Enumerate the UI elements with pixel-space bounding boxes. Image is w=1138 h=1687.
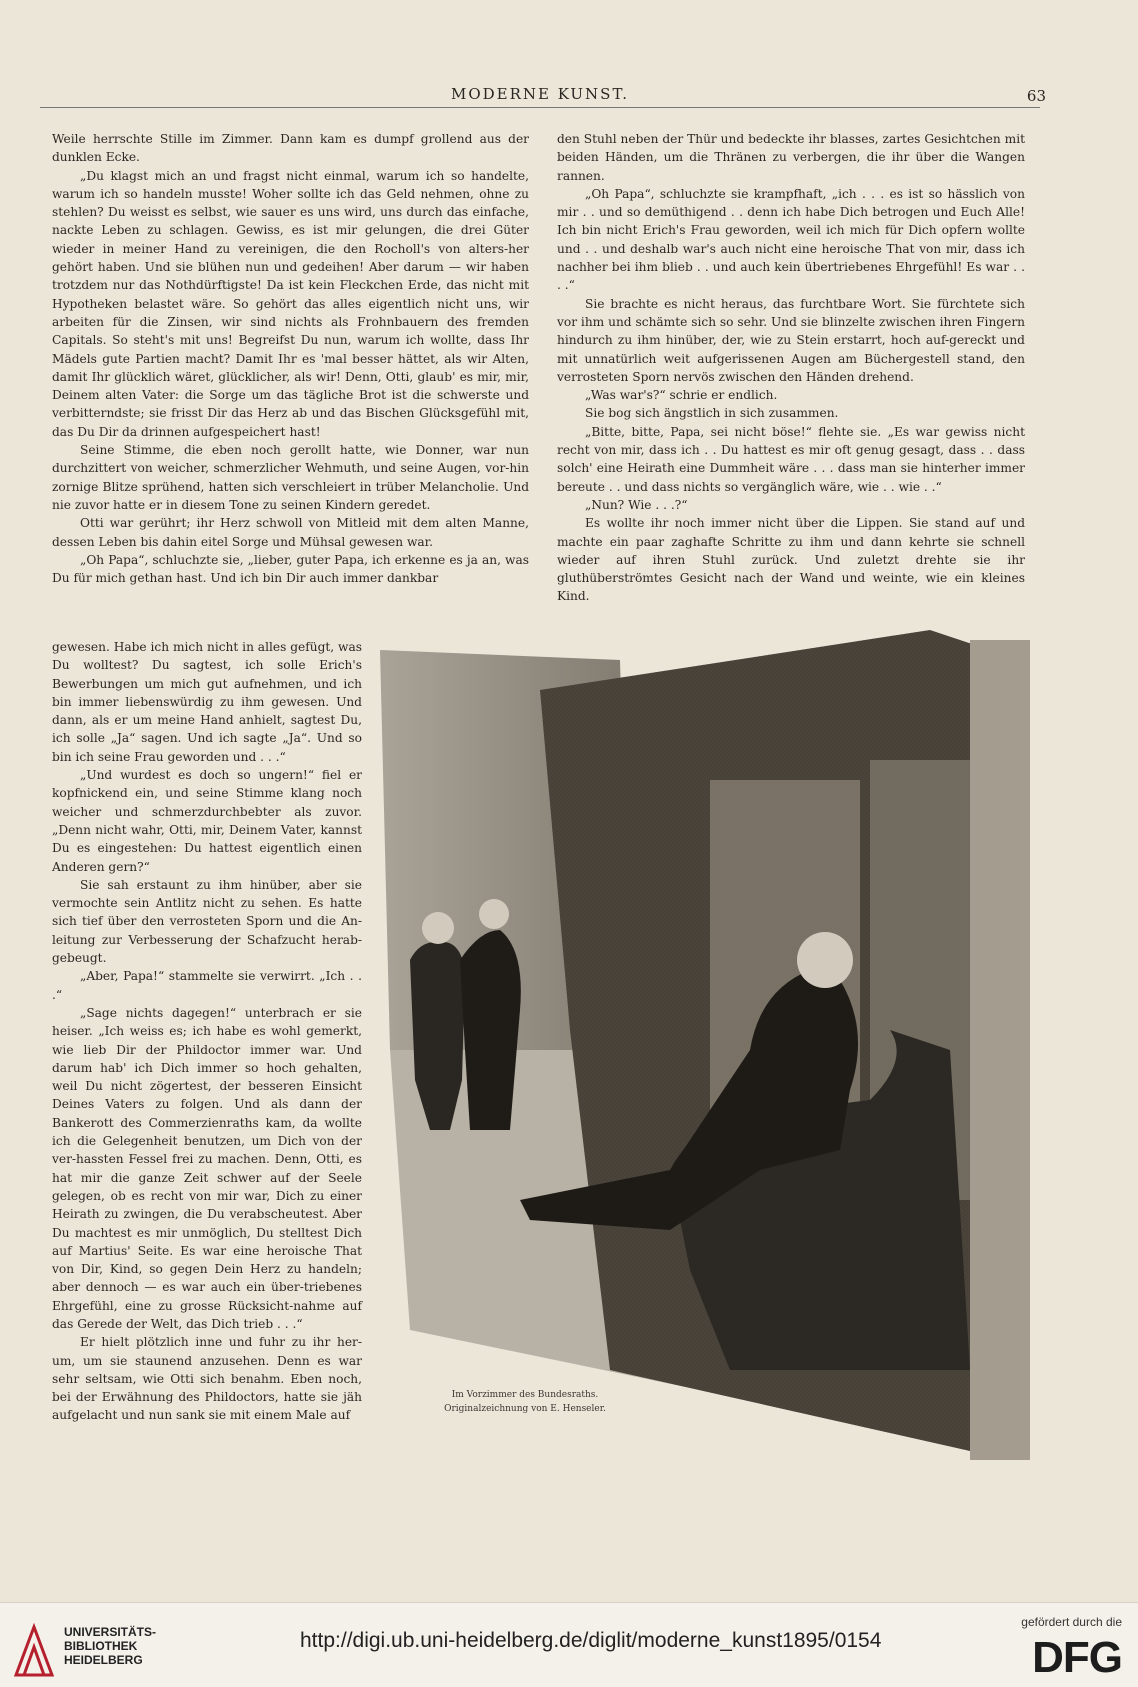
caption-credit: Originalzeichnung von E. Henseler.: [444, 1404, 606, 1414]
page-number: 63: [1026, 87, 1046, 105]
university-library-logo-icon: [12, 1623, 56, 1679]
library-name: [64, 1625, 156, 1667]
left-column-top: [52, 130, 529, 587]
standing-man-right: [460, 930, 521, 1130]
paragraph: „Nun? Wie . . .?“: [585, 497, 688, 512]
running-header: [40, 85, 1046, 108]
left-column-bottom: [52, 638, 362, 1425]
pilaster: [970, 640, 1030, 1460]
paragraph: „Und wurdest es doch so ungern!“ fiel er kopfnickend ein, und seine Stimme klang noch weicher und schmerzdurchbebter als zuvor. „Denn nicht wahr, Otti, mir, Deinem Vater, kannst Du es eingestehen: Du hattest eigentlich einen Anderen gern?“: [52, 768, 362, 874]
paragraph: Sie sah erstaunt zu ihm hinüber, aber sie vermochte sein Antlitz nicht zu sehen. Es hatte sich tief über den verrosteten Sporn und die An-leitung zur Verbesserung der Schafzucht herab-gebeugt.: [52, 877, 362, 966]
paragraph: Sie brachte es nicht heraus, das furchtbare Wort. Sie fürchtete sich vor ihm und schämte sich so sehr. Und sie blinzelte zwischen ihren Fingern hindurch zu ihm hinüber, der, wie zu Stein erstarrt, hoch auf-gereckt und mit unnatürlich weit aufgerissenen Augen am Büchergestell stand, den verrosteten Sporn nervös zwischen den Händen drehend.: [557, 296, 1025, 384]
permalink-url[interactable]: http://digi.ub.uni-heidelberg.de/diglit/moderne_kunst1895/0154: [300, 1629, 882, 1652]
paragraph: Sie bog sich ängstlich in sich zusammen.: [585, 406, 839, 421]
seated-man-head: [797, 932, 853, 988]
paragraph: Otti war gerührt; ihr Herz schwoll von Mitleid mit dem alten Manne, dessen Leben bis dahin eitel Sorge und Mühsal gewesen war.: [52, 516, 529, 549]
caption-title: Im Vorzimmer des Bundesraths.: [451, 1390, 599, 1400]
paragraph: Es wollte ihr noch immer nicht über die Lippen. Sie stand auf und machte ein paar zaghafte Schritte zu ihm und dann kehrte sie schnell wieder auf ihren Stuhl zurück. Und zuletzt drehte sie ihr gluthüberströmtes Gesicht nach der Wand und weinte, wie ein kleines Kind.: [557, 516, 1025, 604]
paragraph: „Sage nichts dagegen!“ unterbrach er sie heiser. „Ich weiss es; ich habe es wohl gemerkt, wie lieb Dir der Phildoctor immer war. Und darum hab' ich Dich immer so hoch gehalten, weil Du nicht zögertest, der besseren Einsicht Deines Vaters zu folgen. Und als dann der Bankerott des Commerzienraths kam, da wollte ich die Gelegenheit benutzen, um Dich von der ver-hassten Fessel frei zu machen. Denn, Otti, es hat mir die ganze Zeit schwer auf der Seele gelegen, ob es recht von mir war, Dich zu einer Heirath zu zwingen, die Du verabscheutest. Aber Du machtest es mir unmöglich, Du stelltest Dich auf Martius' Seite. Es war eine heroische That von Dir, Kind, so gegen Dein Herz zu handeln; aber dennoch — es war auch ein über-triebenes Ehrgefühl, eine zu grosse Rücksicht-nahme auf das Gerede der Welt, das Dich trieb . . .“: [52, 1005, 362, 1331]
right-column: [557, 130, 1025, 606]
journal-title: MODERNE KUNST.: [450, 85, 630, 103]
paragraph: „Du klagst mich an und fragst nicht einmal, warum ich so handelte, warum ich so handeln musste! Woher sollte ich das Geld nehmen, ohne zu stehlen? Du weisst es selbst, wie sauer es uns wird, uns durch das einfache, nackte Leben zu schlagen. Gewiss, es ist mir gelungen, die drei Güter wieder in meiner Hand zu vereinigen, die den Rocholl's von alters-her gehört haben. Und sie blühen nun und gedeihen! Aber darum — wir haben trotzdem nur das Nothdürftigste! Da ist kein Fleckchen Erde, das nicht mit Hypotheken belastet wäre. So gehört das alles eigentlich nicht uns, wir arbeiten für die Zinsen, wir sind nichts als Frohnbauern des fremden Capitals. So steht's mit uns! Begreifst Du nun, warum ich wollte, dass Ihr Mädels gute Partien macht? Damit Ihr es 'mal besser hättet, als wir Alten, damit Ihr glücklich wäret, glücklicher, als wir! Denn, Otti, glaub' es mir, mir, Deinem alten Vater: die Sorge um das tägliche Brot ist die schwerste und verbitterndste; sie frisst Dir das Herz ab und das Bischen Glücksgefühl mit, das Du Dir da drinnen aufgespeichert hast!: [52, 168, 529, 439]
paragraph: „Oh Papa“, schluchzte sie, „lieber, guter Papa, ich erkenne es ja an, was Du für mich gethan hast. Und ich bin Dir auch immer dankbar: [52, 552, 529, 586]
paragraph: „Was war's?“ schrie er endlich.: [585, 388, 778, 403]
paragraph: Weile herrschte Stille im Zimmer. Dann kam es dumpf grollend aus der dunklen Ecke.: [52, 132, 529, 165]
library-name-line: UNIVERSITÄTS-: [64, 1625, 157, 1639]
library-name-line: BIBLIOTHEK: [64, 1639, 138, 1653]
paragraph: „Bitte, bitte, Papa, sei nicht böse!“ flehte sie. „Es war gewiss nicht recht von mir, dass ich . . Du hattest es mir oft genug gesagt, dass . . dass solch' eine Heirath eine Dummheit wäre . . . dass man sie hinterher immer bereute . . und dass nichts so vergänglich wäre, wie . . wie . .“: [557, 424, 1025, 494]
illustration-caption: [370, 1388, 680, 1416]
paragraph: „Oh Papa“, schluchzte sie krampfhaft, „ich . . . es ist so hässlich von mir . . und so demüthigend . . denn ich habe Dich betrogen und Euch Alle! Ich bin nicht Erich's Frau geworden, weil ich mich für Dich opfern wollte und . . und deshalb war's auch nicht eine heroische That von mir, dass ich nachher bei ihm blieb . . und auch kein übertriebenes Ehrgefühl! Es war . . . .“: [557, 186, 1025, 293]
dfg-logo: DFG: [1032, 1633, 1122, 1682]
library-name-line: HEIDELBERG: [64, 1653, 143, 1667]
viewer-footer: [0, 1602, 1138, 1687]
paragraph: Seine Stimme, die eben noch gerollt hatte, wie Donner, war nun durchzittert von weicher, schmerzlicher Wehmuth, und seine Augen, vor-hin zornige Blitze sprühend, hatten sich verschleiert in trüber Melancholie. Und nie zuvor hatte er in diesem Tone zu seinen Kindern geredet.: [52, 443, 529, 512]
paragraph: „Aber, Papa!“ stammelte sie verwirrt. „Ich . . .“: [52, 969, 362, 1002]
paragraph: Er hielt plötzlich inne und fuhr zu ihr her-um, um sie staunend anzusehen. Denn es war sehr seltsam, wie Otti sich benahm. Eben noch, bei der Erwähnung des Phildoctors, hatte sie jäh aufgelacht und nun sank sie mit einem Male auf: [52, 1335, 362, 1423]
standing-man-right-head: [479, 899, 509, 929]
funded-by-label: gefördert durch die: [1021, 1615, 1122, 1629]
paragraph: den Stuhl neben der Thür und bedeckte ihr blasses, zartes Gesichtchen mit beiden Händen, um die Thränen zu verbergen, die ihr über die Wangen rannen.: [557, 132, 1025, 183]
paragraph: gewesen. Habe ich mich nicht in alles gefügt, was Du wolltest? Du sagtest, ich solle Erich's Bewerbungen um mich gut aufnehmen, und ich bin immer liebenswürdig zu ihm gewesen. Und dann, als er um meine Hand anhielt, sagtest Du, ich solle „Ja“ sagen. Und ich sagte „Ja“. Und so bin ich seine Frau geworden und . . .“: [52, 640, 362, 764]
engraving-illustration: [370, 630, 1038, 1460]
standing-man-left-head: [422, 912, 454, 944]
